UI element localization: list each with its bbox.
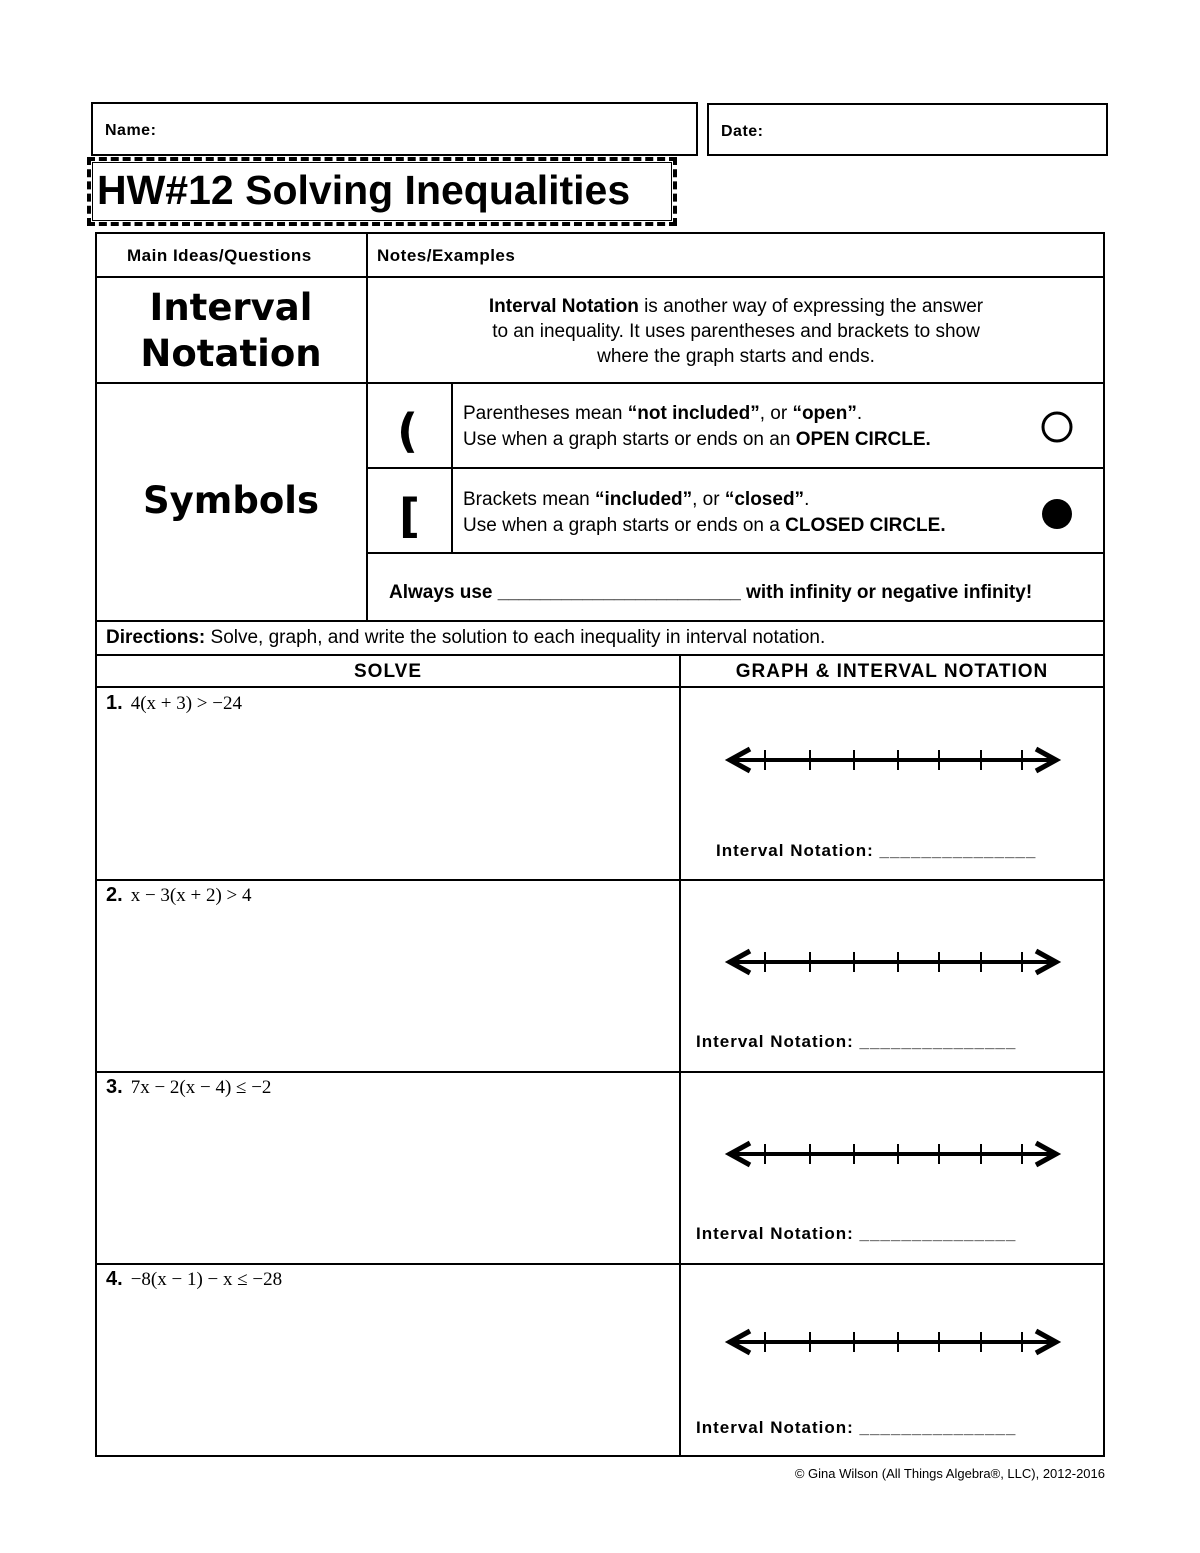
note-text: Use when a graph starts or ends on an (463, 429, 796, 450)
directions-label: Directions: (106, 627, 206, 648)
topic-line: Interval (149, 286, 313, 329)
problem-number: 3. (106, 1076, 123, 1098)
note-text: to an inequality. It uses parentheses and brackets to show (492, 321, 980, 342)
note-text: . (804, 489, 810, 510)
directions-text: Solve, graph, and write the solution to each inequality in interval notation. (205, 627, 826, 648)
problem-4 (106, 1268, 282, 1291)
interval-note (369, 294, 1103, 369)
parentheses-note (463, 401, 931, 453)
problem-1 (106, 692, 242, 715)
col-head-main-ideas: Main Ideas/Questions (127, 246, 312, 265)
term-bold: “not included” (627, 403, 760, 424)
term-bold: Interval Notation (488, 296, 639, 317)
parenthesis-symbol: ( (397, 404, 419, 458)
graph-head: GRAPH & INTERVAL NOTATION (735, 661, 1049, 682)
note-text: , or (759, 403, 793, 424)
work-area-4[interactable] (100, 1296, 675, 1451)
topic-symbols: Symbols (143, 479, 319, 522)
term-bold: “closed” (724, 489, 805, 510)
number-line-2[interactable] (724, 947, 1062, 977)
col-head-notes: Notes/Examples (377, 246, 516, 265)
note-text: Brackets mean (463, 489, 595, 510)
open-circle-icon (1040, 410, 1074, 444)
problem-number: 2. (106, 884, 123, 906)
directions (106, 627, 825, 649)
term-bold: “open” (792, 403, 857, 424)
note-text: . (856, 403, 863, 424)
term-bold: CLOSED CIRCLE. (785, 515, 946, 536)
problem-2 (106, 884, 252, 907)
work-area-3[interactable] (100, 1104, 675, 1259)
note-text: Use when a graph starts or ends on a (463, 515, 786, 536)
topic-interval-notation (97, 285, 365, 378)
solve-head: SOLVE (354, 661, 422, 682)
always-use-note: Always use _______________________ with infinity or negative infinity! (389, 582, 1033, 603)
work-area-1[interactable] (100, 720, 675, 875)
note-text: where the graph starts and ends. (597, 346, 875, 367)
date-label: Date: (721, 123, 764, 140)
term-bold: “included” (595, 489, 693, 510)
name-label: Name: (105, 122, 157, 139)
note-text: is another way of expressing the answer (638, 296, 984, 317)
problem-3 (106, 1076, 271, 1099)
number-line-3[interactable] (724, 1139, 1062, 1169)
note-text: Parentheses mean (463, 403, 628, 424)
brackets-note (463, 487, 946, 539)
problem-number: 4. (106, 1268, 123, 1290)
title-banner (87, 157, 677, 226)
interval-notation-3[interactable]: Interval Notation: _______________ (696, 1224, 1017, 1243)
term-bold: OPEN CIRCLE. (795, 429, 931, 450)
date-field[interactable] (707, 103, 1108, 156)
closed-circle-icon (1040, 497, 1074, 531)
problem-expression: x − 3(x + 2) > 4 (130, 885, 252, 906)
problem-expression: 7x − 2(x − 4) ≤ −2 (130, 1077, 272, 1098)
problem-number: 1. (106, 692, 123, 714)
bracket-symbol: [ (399, 489, 421, 543)
topic-line: Notation (140, 332, 322, 376)
interval-notation-4[interactable]: Interval Notation: _______________ (696, 1418, 1017, 1437)
copyright-footer: © Gina Wilson (All Things Algebra®, LLC), 2012-2016 (794, 1466, 1105, 1481)
page-title: HW#12 Solving Inequalities (97, 167, 631, 213)
interval-notation-2[interactable]: Interval Notation: _______________ (696, 1032, 1017, 1051)
name-field[interactable] (91, 102, 698, 156)
interval-notation-1[interactable]: Interval Notation: _______________ (716, 841, 1037, 860)
number-line-4[interactable] (724, 1327, 1062, 1357)
note-text: , or (692, 489, 725, 510)
number-line-1[interactable] (724, 745, 1062, 775)
problem-expression: −8(x − 1) − x ≤ −28 (130, 1269, 283, 1290)
problem-expression: 4(x + 3) > −24 (130, 693, 242, 714)
work-area-2[interactable] (100, 912, 675, 1067)
